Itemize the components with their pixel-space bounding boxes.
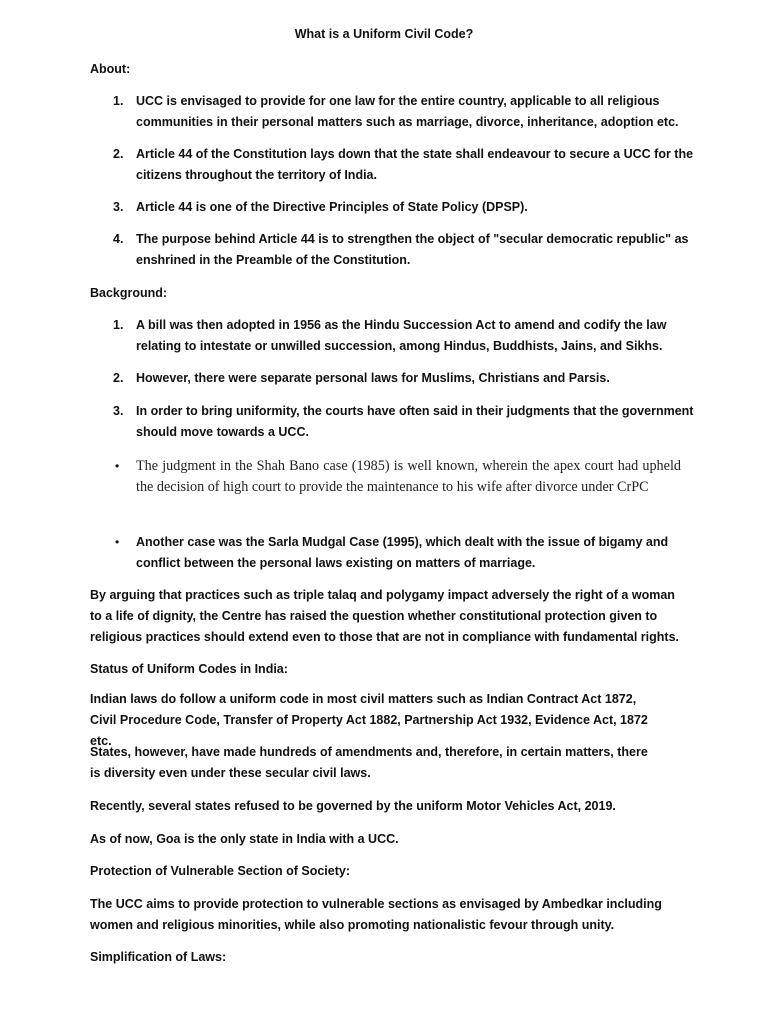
- about-item-4-text: The purpose behind Article 44 is to strengthen the object of "secular democratic republic" as enshrined in the Preamble of the Constitution.: [136, 232, 689, 267]
- bullet-marker: •: [115, 535, 120, 549]
- status-paragraph-1: Indian laws do follow a uniform code in most civil matters such as Indian Contract Act 1872, Civil Procedure Code, Transfer of Property Act 1882, Partnership Act 1932, Evidence Act, 1872 etc.: [90, 692, 648, 748]
- status-paragraph-3: Recently, several states refused to be governed by the uniform Motor Vehicles Act, 2019.: [90, 799, 616, 813]
- shah-bano-bullet-text: The judgment in the Shah Bano case (1985) is well known, wherein the apex court had upheld the decision of high court to provide the maintenance to his wife after divorce under CrPC: [136, 458, 681, 495]
- protection-heading: Protection of Vulnerable Section of Society:: [90, 864, 350, 878]
- background-item-3-number: 3.: [113, 404, 124, 418]
- paragraph-tail: impact adversely the right of a woman to a life of dignity, the Centre has raised the question whether constitutional protection given to religious practices should extend even to those that are not in compliance with fundamental rights.: [90, 588, 679, 644]
- background-item-1-text: A bill was then adopted in 1956 as the Hindu Succession Act to amend and codify the law relating to intestate or unwilled succession, among Hindus, Buddhists, Jains, and Sikhs.: [136, 318, 667, 353]
- background-heading: Background:: [90, 286, 168, 300]
- about-item-1-text: UCC is envisaged to provide for one law for the entire country, applicable to all religious communities in their personal matters such as marriage, divorce, inheritance, adoption etc.: [136, 94, 679, 129]
- status-paragraph-4: As of now, Goa is the only state in India with a UCC.: [90, 832, 399, 846]
- status-paragraph-2: States, however, have made hundreds of amendments and, therefore, in certain matters, there is diversity even under these secular civil laws.: [90, 745, 648, 780]
- about-item-3-text: Article 44 is one of the Directive Principles of State Policy (DPSP).: [136, 200, 528, 214]
- background-item-2-number: 2.: [113, 371, 124, 385]
- paragraph-lead: By arguing that practices such as: [90, 588, 294, 602]
- about-item-3-number: 3.: [113, 200, 124, 214]
- term-triple-talaq: triple talaq: [293, 588, 357, 602]
- about-item-2-text: Article 44 of the Constitution lays down that the state shall endeavour to secure a UCC for the citizens throughout the territory of India.: [136, 147, 694, 182]
- triple-talaq-paragraph: [90, 585, 680, 648]
- background-item-2-text: However, there were separate personal laws for Muslims, Christians and Parsis.: [136, 371, 610, 385]
- term-polygamy: polygamy: [385, 588, 445, 602]
- background-item-3-text: In order to bring uniformity, the courts have often said in their judgments that the government should move towards a UCC.: [136, 404, 694, 439]
- sarla-mudgal-bullet-text: Another case was the Sarla Mudgal Case (1995), which dealt with the issue of bigamy and conflict between the personal laws existing on matters of marriage.: [136, 535, 669, 570]
- about-heading: About:: [90, 62, 131, 76]
- protection-paragraph: The UCC aims to provide protection to vulnerable sections as envisaged by Ambedkar including women and religious minorities, while also promoting nationalistic fevour through unity.: [90, 897, 662, 932]
- about-item-2-number: 2.: [113, 147, 124, 161]
- paragraph-mid: and: [356, 588, 386, 602]
- about-item-4-number: 4.: [113, 232, 124, 246]
- status-heading: Status of Uniform Codes in India:: [90, 662, 288, 676]
- background-item-1-number: 1.: [113, 318, 124, 332]
- about-item-1-number: 1.: [113, 94, 124, 108]
- bullet-marker: •: [115, 459, 120, 473]
- page-title: What is a Uniform Civil Code?: [294, 27, 474, 41]
- simplification-heading: Simplification of Laws:: [90, 950, 227, 964]
